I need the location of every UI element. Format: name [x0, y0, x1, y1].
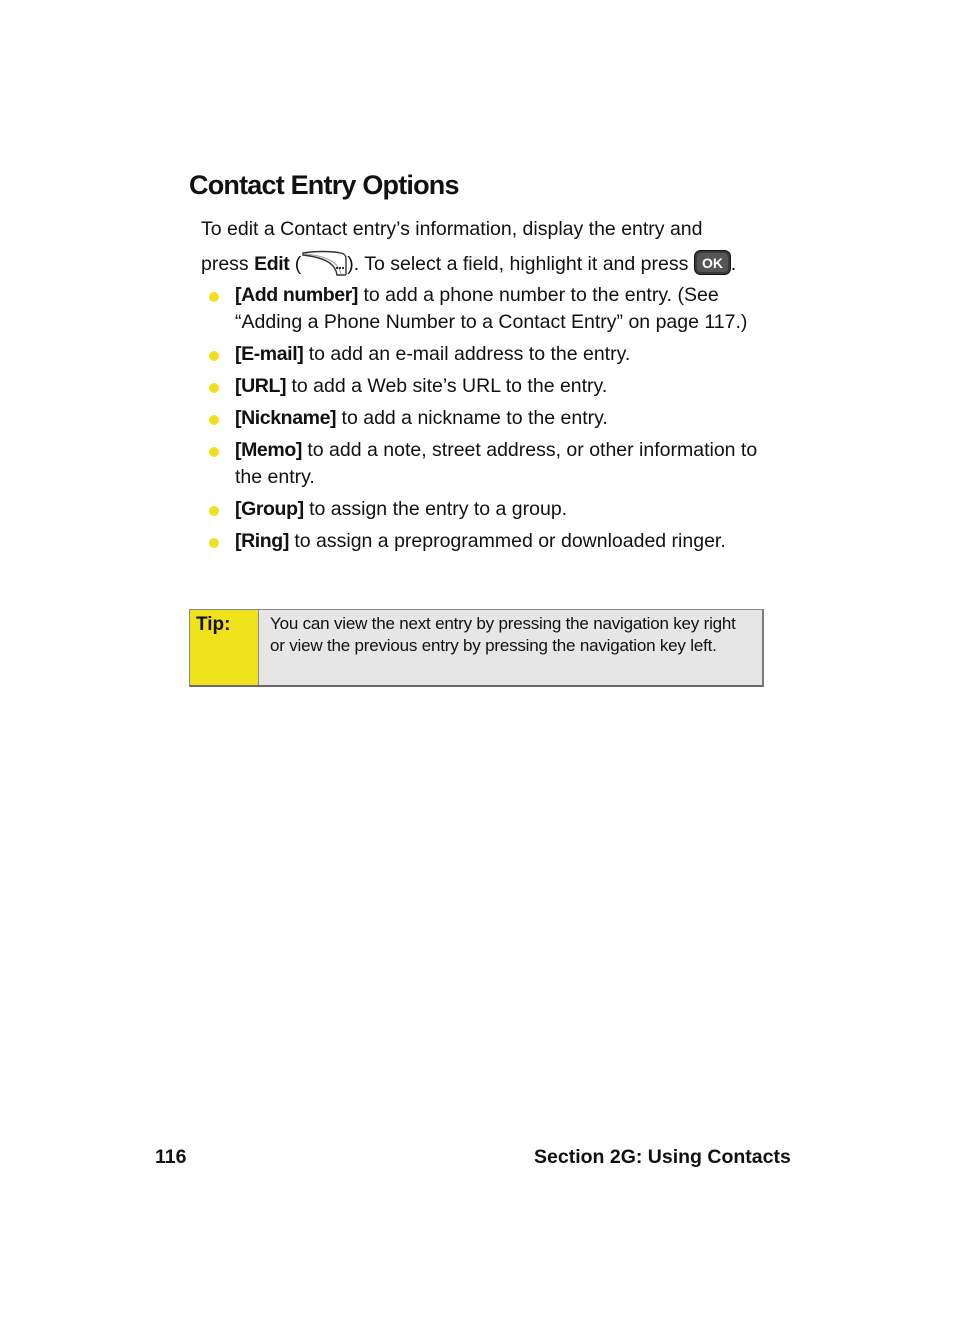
intro-end: . [730, 253, 737, 275]
edit-label: Edit [254, 253, 290, 275]
option-list [207, 282, 782, 560]
option-text: to add a nickname to the entry. [336, 407, 608, 429]
option-text: to add an e-mail address to the entry. [303, 343, 631, 365]
intro-after-icon: ). To select a field, highlight it and press [347, 253, 694, 275]
bullet-icon [209, 447, 219, 457]
ok-key-icon [694, 250, 731, 275]
option-term: [Group] [235, 498, 304, 520]
bullet-icon [209, 292, 219, 302]
list-item [207, 405, 782, 432]
tip-label: Tip: [190, 610, 259, 685]
list-item [207, 373, 782, 400]
tip-box [189, 609, 764, 687]
right-softkey-icon [301, 250, 347, 276]
option-term: [Ring] [235, 530, 289, 552]
list-item [207, 282, 755, 336]
intro-line-1: To edit a Contact entry’s information, display the entry and [201, 218, 703, 240]
option-term: [Nickname] [235, 407, 337, 429]
option-text: to add a note, street address, or other information to the entry. [235, 439, 758, 488]
option-text: to add a Web site’s URL to the entry. [286, 375, 608, 397]
page-title: Contact Entry Options [189, 170, 459, 200]
option-term: [Memo] [235, 439, 302, 461]
option-term: [E-mail] [235, 343, 304, 365]
bullet-icon [209, 415, 219, 425]
intro-press: press [201, 253, 255, 275]
list-item [207, 437, 782, 491]
option-text: to add a phone number to the entry. (See “Adding a Phone Number to a Contact Entry” on page 117.) [235, 284, 748, 333]
bullet-icon [209, 538, 219, 548]
bullet-icon [209, 506, 219, 516]
bullet-icon [209, 383, 219, 393]
intro-paren: ( [289, 253, 302, 275]
intro-paragraph [201, 212, 781, 282]
option-text: to assign the entry to a group. [303, 498, 568, 520]
section-title: Section 2G: Using Contacts [534, 1146, 791, 1168]
ok-key-label: OK [701, 255, 723, 271]
option-term: [URL] [235, 375, 287, 397]
option-term: [Add number] [235, 284, 359, 306]
list-item [207, 528, 782, 555]
page-number: 116 [155, 1146, 187, 1168]
list-item [207, 496, 782, 523]
option-text: to assign a preprogrammed or downloaded ringer. [288, 530, 726, 552]
bullet-icon [209, 351, 219, 361]
list-item [207, 341, 782, 368]
tip-text: You can view the next entry by pressing the navigation key right or view the previous entry by pressing the navigation key left. [259, 610, 762, 685]
